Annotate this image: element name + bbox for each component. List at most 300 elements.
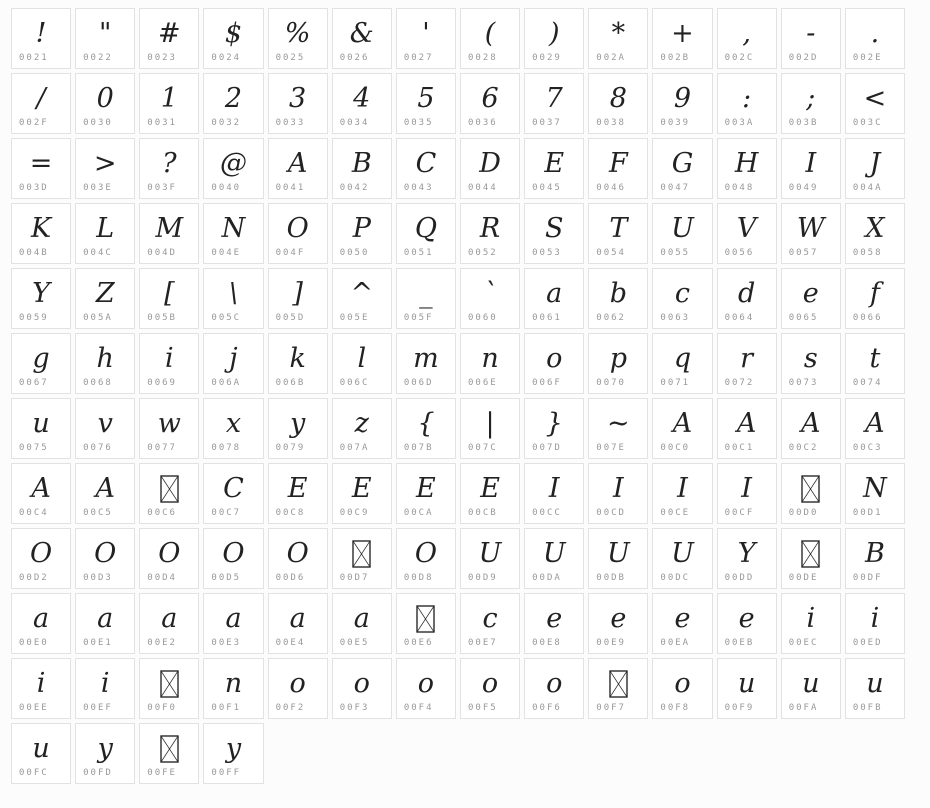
glyph-preview: [461, 464, 519, 508]
glyph-code: 0063: [660, 313, 691, 323]
glyph-preview: [718, 204, 776, 248]
glyph-preview: [204, 529, 262, 573]
glyph-char: 8: [609, 83, 627, 114]
glyph-char: b: [609, 278, 627, 309]
glyph-preview: [397, 269, 455, 313]
missing-glyph-icon: [160, 475, 179, 503]
glyph-char: a: [33, 603, 50, 634]
glyph-char: A: [672, 408, 693, 439]
glyph-char: o: [546, 343, 563, 374]
glyph-preview: [269, 204, 327, 248]
glyph-cell: [845, 463, 905, 524]
glyph-cell: [460, 658, 520, 719]
glyph-preview: [525, 399, 583, 443]
glyph-code: 0055: [660, 248, 691, 258]
glyph-preview: [76, 529, 134, 573]
glyph-map-grid: [11, 8, 905, 784]
glyph-cell: [332, 333, 392, 394]
glyph-code: 00F9: [724, 703, 755, 713]
glyph-cell: [845, 593, 905, 654]
glyph-code: 0023: [147, 53, 177, 63]
glyph-code: 00EF: [83, 703, 113, 713]
glyph-code: 0021: [19, 53, 49, 63]
glyph-code: 00D3: [83, 573, 113, 583]
glyph-cell: [332, 593, 392, 654]
glyph-preview: [653, 9, 711, 53]
glyph-cell: [11, 333, 71, 394]
glyph-preview: [525, 334, 583, 378]
glyph-preview: [76, 334, 134, 378]
glyph-char: >: [93, 148, 117, 179]
glyph-preview: [397, 334, 455, 378]
glyph-preview: [333, 594, 391, 638]
glyph-cell: [460, 203, 520, 264]
glyph-char: e: [610, 603, 627, 634]
glyph-preview: [76, 9, 134, 53]
glyph-char: o: [546, 668, 563, 699]
glyph-preview: [140, 724, 198, 768]
glyph-cell: [139, 528, 199, 589]
glyph-cell: [268, 463, 328, 524]
glyph-preview: [140, 529, 198, 573]
glyph-code: 00DF: [852, 573, 883, 583]
glyph-cell: [396, 333, 456, 394]
glyph-preview: [846, 594, 904, 638]
glyph-cell: [524, 268, 584, 329]
glyph-preview: [589, 9, 647, 53]
glyph-char: O: [222, 538, 245, 569]
glyph-char: K: [30, 213, 52, 244]
glyph-char: A: [31, 473, 51, 504]
glyph-code: 0069: [147, 378, 177, 388]
glyph-char: u: [32, 733, 50, 764]
glyph-preview: [204, 139, 262, 183]
glyph-code: 0068: [83, 378, 113, 388]
glyph-preview: [461, 139, 519, 183]
glyph-preview: [333, 204, 391, 248]
glyph-cell: [396, 138, 456, 199]
glyph-char: k: [289, 343, 306, 374]
glyph-cell: [332, 463, 392, 524]
glyph-code: 00CD: [596, 508, 626, 518]
glyph-char: .: [870, 18, 880, 49]
glyph-cell: [460, 138, 520, 199]
glyph-code: 0072: [724, 378, 755, 388]
glyph-char: u: [737, 668, 756, 699]
glyph-code: 002C: [724, 53, 755, 63]
glyph-char: i: [36, 668, 46, 699]
glyph-cell: [75, 138, 135, 199]
glyph-preview: [461, 269, 519, 313]
glyph-preview: [589, 464, 647, 508]
glyph-preview: [525, 269, 583, 313]
glyph-char: I: [548, 473, 560, 504]
glyph-char: Q: [414, 213, 437, 244]
glyph-preview: [461, 594, 519, 638]
glyph-code: 00F4: [403, 703, 434, 713]
glyph-preview: [76, 724, 134, 768]
glyph-code: 005E: [339, 313, 370, 323]
glyph-cell: [396, 463, 456, 524]
glyph-cell: [781, 8, 841, 69]
glyph-cell: [460, 268, 520, 329]
glyph-preview: [12, 399, 70, 443]
glyph-code: 0075: [19, 443, 49, 453]
glyph-preview: [653, 529, 711, 573]
glyph-preview: [782, 464, 840, 508]
glyph-code: 00F3: [339, 703, 370, 713]
glyph-preview: [461, 74, 519, 118]
glyph-char: H: [734, 148, 759, 179]
glyph-code: 0079: [275, 443, 306, 453]
glyph-char: i: [165, 343, 174, 374]
glyph-cell: [652, 73, 712, 134]
glyph-char: o: [674, 668, 691, 699]
glyph-code: 00E0: [19, 638, 49, 648]
glyph-cell: [11, 463, 71, 524]
glyph-char: A: [736, 408, 757, 439]
glyph-preview: [782, 9, 840, 53]
glyph-cell: [845, 398, 905, 459]
glyph-char: L: [96, 213, 115, 244]
glyph-cell: [781, 528, 841, 589]
glyph-cell: [11, 528, 71, 589]
glyph-preview: [397, 594, 455, 638]
glyph-preview: [269, 9, 327, 53]
glyph-code: 0050: [339, 248, 370, 258]
glyph-code: 0065: [788, 313, 819, 323]
glyph-cell: [332, 398, 392, 459]
glyph-code: 0041: [275, 183, 306, 193]
glyph-cell: [268, 398, 328, 459]
glyph-char: E: [351, 473, 372, 504]
glyph-code: 00DD: [724, 573, 755, 583]
glyph-char: U: [671, 213, 694, 244]
glyph-preview: [782, 74, 840, 118]
glyph-cell: [203, 658, 263, 719]
glyph-code: 00E5: [339, 638, 370, 648]
glyph-cell: [717, 73, 777, 134]
glyph-char: n: [224, 668, 243, 699]
glyph-preview: [12, 9, 70, 53]
glyph-code: 00F0: [147, 703, 177, 713]
glyph-char: X: [865, 213, 885, 244]
glyph-cell: [781, 398, 841, 459]
glyph-cell: [588, 203, 648, 264]
glyph-preview: [525, 9, 583, 53]
glyph-cell: [717, 528, 777, 589]
glyph-char: A: [95, 473, 115, 504]
glyph-char: e: [738, 603, 755, 634]
glyph-code: 00C4: [19, 508, 49, 518]
glyph-preview: [269, 399, 327, 443]
glyph-char: J: [869, 148, 881, 179]
glyph-preview: [76, 269, 134, 313]
glyph-preview: [653, 464, 711, 508]
glyph-code: 002D: [788, 53, 819, 63]
glyph-cell: [717, 8, 777, 69]
glyph-code: 00FA: [788, 703, 819, 713]
glyph-char: ~: [607, 408, 630, 439]
glyph-char: ]: [292, 278, 303, 309]
glyph-char: y: [97, 733, 113, 764]
glyph-cell: [11, 398, 71, 459]
glyph-preview: [846, 464, 904, 508]
glyph-cell: [75, 593, 135, 654]
glyph-preview: [76, 464, 134, 508]
glyph-code: 00D6: [275, 573, 306, 583]
glyph-char: D: [479, 148, 501, 179]
glyph-preview: [525, 464, 583, 508]
glyph-char: C: [223, 473, 244, 504]
glyph-code: 0026: [339, 53, 370, 63]
glyph-preview: [589, 204, 647, 248]
glyph-char: B: [351, 148, 372, 179]
glyph-code: 00D9: [467, 573, 498, 583]
glyph-preview: [397, 659, 455, 703]
glyph-cell: [203, 528, 263, 589]
glyph-code: 007D: [532, 443, 562, 453]
glyph-preview: [12, 204, 70, 248]
glyph-code: 006A: [211, 378, 242, 388]
glyph-char: E: [416, 473, 436, 504]
glyph-code: 00C2: [788, 443, 819, 453]
glyph-char: a: [225, 603, 242, 634]
glyph-char: O: [94, 538, 117, 569]
glyph-code: 0061: [532, 313, 562, 323]
glyph-code: 0078: [211, 443, 242, 453]
glyph-preview: [204, 74, 262, 118]
glyph-cell: [717, 138, 777, 199]
glyph-code: 0059: [19, 313, 49, 323]
glyph-preview: [525, 204, 583, 248]
glyph-preview: [718, 9, 776, 53]
glyph-preview: [718, 139, 776, 183]
glyph-cell: [588, 8, 648, 69]
missing-glyph-icon: [160, 735, 179, 763]
glyph-preview: [333, 74, 391, 118]
glyph-preview: [76, 74, 134, 118]
glyph-preview: [782, 659, 840, 703]
glyph-cell: [717, 333, 777, 394]
glyph-preview: [461, 334, 519, 378]
glyph-char: a: [289, 603, 306, 634]
glyph-preview: [140, 9, 198, 53]
glyph-cell: [268, 73, 328, 134]
glyph-preview: [269, 139, 327, 183]
glyph-preview: [333, 529, 391, 573]
glyph-char: e: [674, 603, 691, 634]
glyph-code: 00F5: [467, 703, 498, 713]
glyph-preview: [461, 9, 519, 53]
glyph-char: U: [606, 538, 630, 569]
glyph-code: 0039: [660, 118, 691, 128]
glyph-char: N: [221, 213, 246, 244]
glyph-char: t: [869, 343, 881, 374]
glyph-code: 0071: [660, 378, 691, 388]
glyph-cell: [139, 723, 199, 784]
glyph-cell: [652, 593, 712, 654]
glyph-code: 00E7: [467, 638, 498, 648]
glyph-cell: [460, 398, 520, 459]
glyph-cell: [460, 8, 520, 69]
glyph-cell: [652, 463, 712, 524]
glyph-code: 00D0: [788, 508, 819, 518]
glyph-preview: [525, 74, 583, 118]
glyph-preview: [397, 9, 455, 53]
glyph-cell: [11, 203, 71, 264]
glyph-char: O: [414, 538, 437, 569]
missing-glyph-icon: [160, 670, 179, 698]
glyph-code: 00DA: [532, 573, 562, 583]
glyph-code: 0077: [147, 443, 177, 453]
glyph-preview: [397, 204, 455, 248]
glyph-preview: [269, 659, 327, 703]
glyph-cell: [11, 658, 71, 719]
glyph-char: E: [287, 473, 308, 504]
glyph-code: 002E: [852, 53, 883, 63]
glyph-code: 007B: [403, 443, 434, 453]
glyph-cell: [588, 268, 648, 329]
glyph-preview: [846, 529, 904, 573]
glyph-char: &: [349, 18, 374, 49]
glyph-code: 004E: [211, 248, 242, 258]
glyph-preview: [333, 9, 391, 53]
glyph-preview: [589, 334, 647, 378]
glyph-code: 0030: [83, 118, 113, 128]
glyph-char: [: [164, 278, 175, 309]
glyph-cell: [139, 203, 199, 264]
glyph-code: 006C: [339, 378, 370, 388]
glyph-preview: [653, 594, 711, 638]
glyph-char: w: [157, 408, 181, 439]
glyph-code: 005B: [147, 313, 177, 323]
glyph-char: o: [417, 668, 435, 699]
glyph-cell: [139, 658, 199, 719]
glyph-preview: [333, 399, 391, 443]
glyph-char: Y: [737, 538, 756, 569]
missing-glyph-icon: [801, 475, 820, 503]
glyph-char: }: [545, 408, 563, 439]
glyph-code: 00D8: [403, 573, 434, 583]
glyph-char: a: [546, 278, 563, 309]
glyph-char: 2: [224, 83, 243, 114]
glyph-cell: [332, 528, 392, 589]
glyph-cell: [11, 138, 71, 199]
glyph-preview: [140, 399, 198, 443]
glyph-cell: [139, 268, 199, 329]
glyph-code: 00DE: [788, 573, 819, 583]
glyph-preview: [846, 399, 904, 443]
glyph-cell: [524, 658, 584, 719]
glyph-code: 00C1: [724, 443, 755, 453]
glyph-code: 003D: [19, 183, 49, 193]
glyph-char: E: [544, 148, 565, 179]
glyph-preview: [846, 74, 904, 118]
glyph-code: 00C5: [83, 508, 113, 518]
glyph-preview: [269, 529, 327, 573]
glyph-cell: [845, 8, 905, 69]
glyph-preview: [397, 529, 455, 573]
glyph-preview: [653, 204, 711, 248]
glyph-preview: [76, 139, 134, 183]
glyph-code: 0058: [852, 248, 883, 258]
missing-glyph-icon: [801, 540, 820, 568]
glyph-char: 4: [353, 83, 371, 114]
glyph-code: 0045: [532, 183, 562, 193]
glyph-preview: [76, 594, 134, 638]
glyph-cell: [203, 398, 263, 459]
glyph-preview: [461, 204, 519, 248]
glyph-char: I: [741, 473, 752, 504]
glyph-preview: [461, 399, 519, 443]
glyph-preview: [269, 269, 327, 313]
glyph-preview: [76, 659, 134, 703]
glyph-code: 003F: [147, 183, 177, 193]
glyph-cell: [524, 138, 584, 199]
glyph-preview: [653, 659, 711, 703]
glyph-code: 004C: [83, 248, 113, 258]
glyph-char: Y: [32, 278, 50, 309]
glyph-preview: [525, 594, 583, 638]
glyph-code: 004B: [19, 248, 49, 258]
glyph-cell: [652, 398, 712, 459]
glyph-preview: [12, 334, 70, 378]
glyph-code: 00CF: [724, 508, 755, 518]
glyph-char: R: [479, 213, 501, 244]
glyph-code: 0037: [532, 118, 562, 128]
glyph-code: 0054: [596, 248, 626, 258]
glyph-preview: [140, 659, 198, 703]
glyph-cell: [781, 593, 841, 654]
glyph-cell: [588, 333, 648, 394]
glyph-char: {: [417, 408, 435, 439]
glyph-char: o: [353, 668, 370, 699]
glyph-code: 00C0: [660, 443, 691, 453]
glyph-char: #: [158, 18, 181, 49]
glyph-char: U: [478, 538, 502, 569]
glyph-char: h: [96, 343, 114, 374]
glyph-cell: [652, 528, 712, 589]
glyph-char: ;: [806, 83, 816, 114]
glyph-char: p: [609, 343, 627, 374]
glyph-cell: [11, 723, 71, 784]
glyph-cell: [268, 593, 328, 654]
glyph-cell: [75, 463, 135, 524]
glyph-char: P: [352, 213, 371, 244]
glyph-char: @: [219, 148, 247, 179]
glyph-code: 005A: [83, 313, 113, 323]
glyph-cell: [781, 138, 841, 199]
glyph-char: 5: [417, 83, 435, 114]
glyph-code: 00FF: [211, 768, 242, 778]
glyph-preview: [140, 139, 198, 183]
glyph-cell: [332, 138, 392, 199]
glyph-preview: [589, 269, 647, 313]
glyph-code: 00F8: [660, 703, 691, 713]
glyph-cell: [652, 268, 712, 329]
glyph-code: 00F7: [596, 703, 626, 713]
glyph-code: 0028: [467, 53, 498, 63]
glyph-code: 004A: [852, 183, 883, 193]
glyph-code: 0036: [467, 118, 498, 128]
glyph-cell: [139, 463, 199, 524]
glyph-cell: [268, 528, 328, 589]
glyph-cell: [524, 463, 584, 524]
glyph-char: ^: [350, 278, 374, 309]
glyph-cell: [652, 658, 712, 719]
glyph-cell: [268, 8, 328, 69]
